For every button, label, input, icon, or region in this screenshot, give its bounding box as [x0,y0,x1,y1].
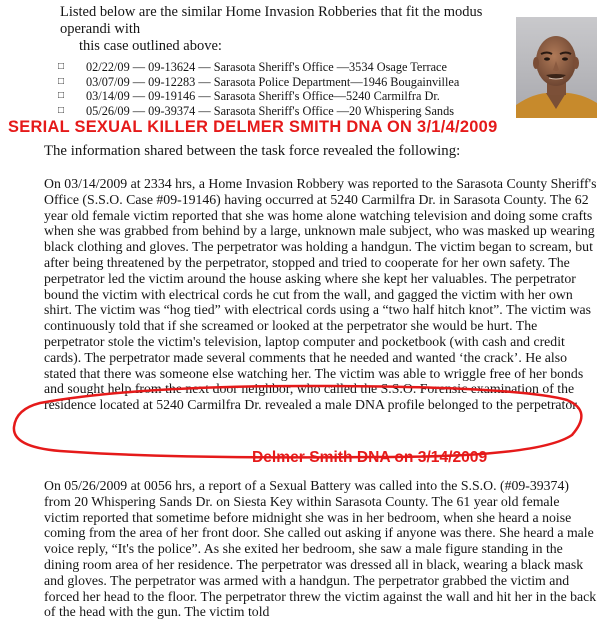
case-text: 02/22/09 — 09-13624 — Sarasota Sheriff's Office —3534 Osage Terrace [86,60,447,74]
intro-text [60,4,530,55]
checkbox-icon: □ [58,61,65,72]
case-text: 03/14/09 — 09-19146 — Sarasota Sheriff's Office—5240 Carmilfra Dr. [86,89,440,103]
checkbox-icon: □ [58,104,65,116]
case-text: 03/07/09 — 09-12283 — Sarasota Police Department—1946 Bougainvillea [86,74,460,89]
shared-info-line: The information shared between the task force revealed the following: [44,143,461,159]
checkbox-icon: □ [58,75,65,87]
suspect-mugshot [516,17,597,118]
case-item [58,60,459,75]
case-list [58,60,459,118]
incident-paragraph-1: On 03/14/2009 at 2334 hrs, a Home Invasion Robbery was reported to the Sarasota County Sheriff's Office (S.S.O. Case #09-19146) having occurred at 5240 Carmilfra Dr. in Sarasota County. The 62 year old female victim reported that she was home alone watching television and doing some crafts when she was grabbed from behind by a large, unknown male subject, who was masked up wearing black clothing and gloves. The perpetrator was holding a handgun. The victim began to scream, but after being threatened by the perpetrator, stopped and tried to cooperate for her own safety. The perpetrator led the victim around the house asking where she kept her valuables. The perpetrator bound the victim with electrical cords he cut from the wall, and gagged the victim with her own shirt. The victim was “hog tied” with electrical cords using a “two half hitch knot”. The victim was continuously told that if she screamed or looked at the perpetrator she would be hurt. The perpetrator stole the victim's television, laptop computer and pocketbook (with cash and credit cards). The perpetrator made several comments that he needed and wanted ‘the crack’. He also stated that there was someone else watching her. The victim was able to wriggle free of her bonds and sought help from the next door neighbor, who called the S.S.O. Forensic examination of the residence located at 5240 Carmilfra Dr. revealed a male DNA profile belonged to the perpetrator. [44,176,597,413]
checkbox-icon: □ [58,90,65,101]
case-item [58,75,459,90]
dna-caption: Delmer Smith DNA on 3/14/2009 [252,449,488,466]
intro-line-1: Listed below are the similar Home Invasion Robberies that fit the modus operandi with [60,4,483,37]
case-text: 05/26/09 — 09-39374 — Sarasota Sheriff's Office —20 Whispering Sands [86,103,455,118]
headline: SERIAL SEXUAL KILLER DELMER SMITH DNA ON 3/1/4/2009 [8,118,498,136]
case-item [58,104,459,119]
incident-paragraph-2: On 05/26/2009 at 0056 hrs, a report of a Sexual Battery was called into the S.S.O. (#09-39374) from 20 Whispering Sands Dr. on Siesta Key within Sarasota County. The 61 year old female victim reported that sometime before midnight she was in her bedroom, when she heard a noise coming from the area of her front door. She called out asking if anyone was there. She heard a male voice reply, “It's the police”. As she exited her bedroom, she saw a male figure standing in the dining room area of her residence. The perpetrator was dressed all in black, wearing a black mask and gloves. The perpetrator was armed with a handgun. The perpetrator grabbed the victim and forced her head to the floor. The perpetrator threw the victim against the wall and hit her in the back of the head with the gun. The victim told [44,478,597,620]
case-item [58,89,459,104]
intro-line-2: this case outlined above: [79,38,222,54]
